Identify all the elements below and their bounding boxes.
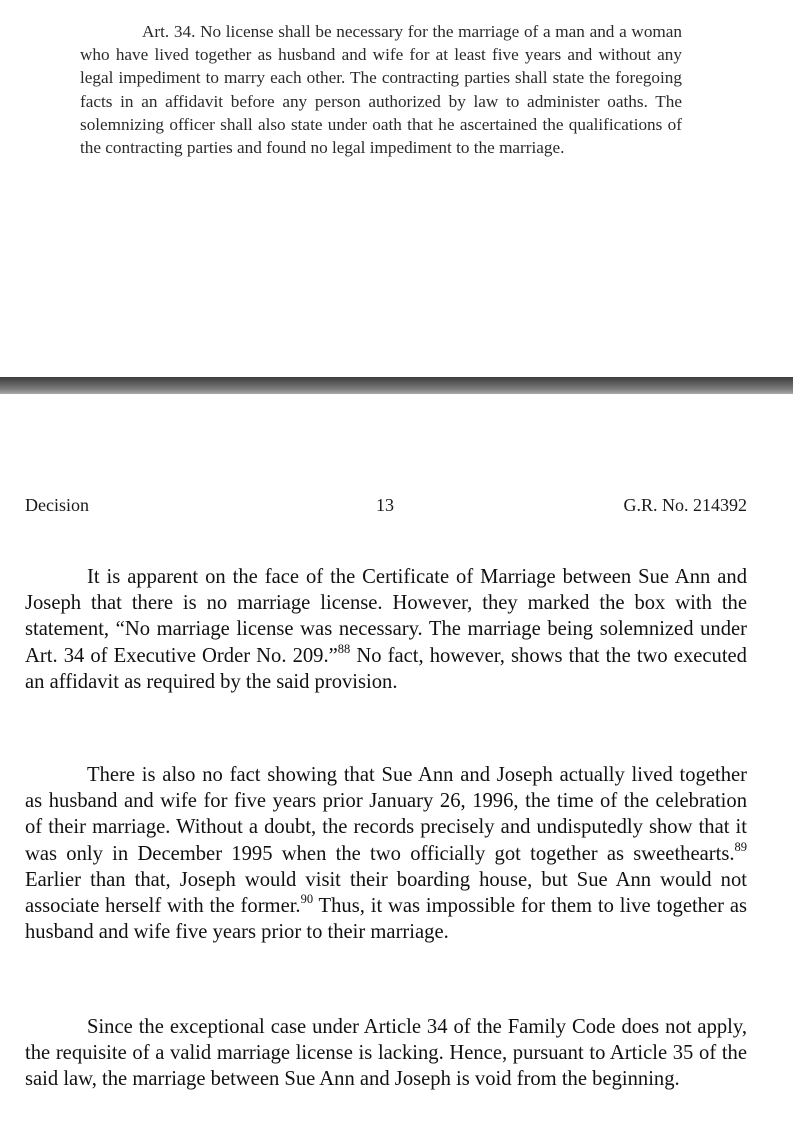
- paragraph-certificate-of-marriage: [25, 564, 747, 695]
- footnote-ref-88[interactable]: 88: [337, 641, 351, 656]
- paragraph-text: Earlier than that, Joseph would visit their boarding house, but Sue Ann would not associate herself with the former.: [25, 868, 747, 918]
- paragraph-text: It is apparent on the face of the Certificate of Marriage between Sue Ann and Joseph that there is no marriage license. However, they marked the box with the statement, “No marriage license was necessary. The marriage being solemnized under Art. 34 of Executive Order No. 209.”: [25, 566, 747, 667]
- footnote-ref-90[interactable]: 90: [300, 892, 314, 907]
- paragraph-text: Thus, it was impossible for them to live together as husband and wife five years prior to their marriage.: [25, 895, 747, 944]
- previous-page-fragment: [0, 0, 793, 377]
- paragraph-text: There is also no fact showing that Sue Ann and Joseph actually lived together as husband and wife for five years prior January 26, 1996, the time of the celebration of their marriage. Without a doubt, the records precisely and undisputedly show that it was only in December 1995 when the two officially got together as sweethearts.: [25, 764, 747, 865]
- paragraph-conclusion: [25, 1014, 747, 1093]
- header-document-type: Decision: [25, 495, 89, 515]
- quoted-article-34: [80, 20, 682, 159]
- paragraph-cohabitation: [25, 762, 747, 945]
- header-page-number: 13: [376, 495, 394, 515]
- page-separator: [0, 377, 793, 394]
- paragraph-text: No fact, however, shows that the two executed an affidavit as required by the said provision.: [25, 644, 747, 693]
- header-case-number: G.R. No. 214392: [623, 495, 747, 515]
- quote-text: Art. 34. No license shall be necessary for the marriage of a man and a woman who have lived together as husband and wife for at least five years and without any legal impediment to marry each other. The contracting parties shall state the foregoing facts in an affidavit before any person authorized by law to administer oaths. The solemnizing officer shall also state under oath that he ascertained the qualifications of the contracting parties and found no legal impediment to the marriage.: [80, 22, 682, 158]
- paragraph-text: Since the exceptional case under Article 34 of the Family Code does not apply, the requisite of a valid marriage license is lacking. Hence, pursuant to Article 35 of the said law, the marriage between Sue Ann and Joseph is void from the beginning.: [25, 1016, 747, 1091]
- footnote-ref-89[interactable]: 89: [734, 839, 747, 854]
